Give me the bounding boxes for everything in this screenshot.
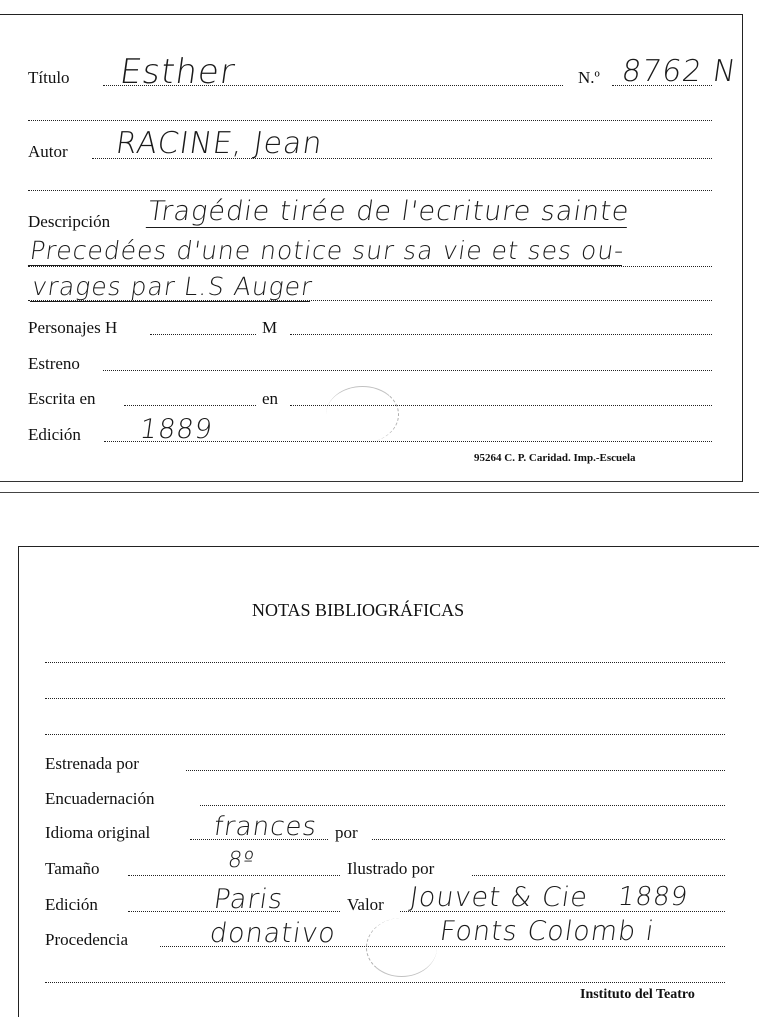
procedencia-extra: Fonts Colomb i (437, 916, 657, 947)
rule (45, 734, 725, 736)
encuadernacion-label: Encuadernación (45, 789, 155, 808)
card-separator (0, 492, 759, 493)
idioma-por-line (372, 839, 725, 841)
personajes-h-line (150, 334, 256, 336)
descripcion-label: Descripción (28, 212, 111, 231)
valor-label: Valor (347, 895, 384, 914)
numero-label: N.º (578, 68, 600, 87)
personajes-label: Personajes H (28, 318, 118, 337)
descripcion-line-2: Precedées d'une notice sur sa vie et ses ou- (28, 236, 627, 265)
idioma-value: frances (211, 812, 320, 842)
personajes-m-label: M (262, 318, 278, 337)
printer-note: 95264 C. P. Caridad. Imp.-Escuela (474, 452, 636, 464)
estreno-line (103, 370, 712, 372)
faded-stamp (366, 918, 437, 977)
escrita-label: Escrita en (28, 389, 96, 408)
rule (28, 120, 712, 122)
encuadernacion-line (200, 805, 725, 807)
rule (28, 190, 712, 192)
descripcion-line-3: vrages par L.S Auger (30, 272, 315, 301)
notas-heading: NOTAS BIBLIOGRÁFICAS (252, 600, 465, 620)
idioma-por-label: por (335, 823, 358, 842)
escrita-en-label: en (262, 389, 279, 408)
edicion-b-label: Edición (45, 895, 98, 914)
autor-value: RACINE, Jean (113, 126, 326, 161)
personajes-m-line (290, 334, 712, 336)
edicion-b-value: Paris (211, 884, 286, 915)
edicion-label: Edición (28, 425, 81, 444)
valor-year: 1889 (615, 882, 691, 912)
numero-value: 8762 N (619, 54, 739, 89)
footer-institution: Instituto del Teatro (580, 987, 695, 1002)
estrenada-line (186, 770, 725, 772)
faded-stamp (326, 386, 399, 443)
tamano-value: 8º (226, 848, 257, 873)
rule (45, 982, 725, 984)
procedencia-label: Procedencia (45, 930, 129, 949)
titulo-value: Esther (117, 52, 238, 92)
titulo-label: Título (28, 68, 70, 87)
estrenada-label: Estrenada por (45, 754, 139, 773)
rule (45, 662, 725, 664)
ilustrado-line (472, 875, 725, 877)
autor-label: Autor (28, 142, 68, 161)
tamano-line (128, 875, 340, 877)
valor-value: Jouvet & Cie (407, 882, 591, 913)
edicion-value: 1889 (137, 414, 215, 445)
rule (45, 698, 725, 700)
descripcion-line-1: Tragédie tirée de l'ecriture sainte (145, 196, 632, 227)
idioma-label: Idioma original (45, 823, 151, 842)
rule (28, 266, 712, 268)
tamano-label: Tamaño (45, 859, 100, 878)
estreno-label: Estreno (28, 354, 80, 373)
escrita-line (124, 405, 256, 407)
procedencia-value: donativo (207, 918, 339, 949)
ilustrado-label: Ilustrado por (347, 859, 435, 878)
